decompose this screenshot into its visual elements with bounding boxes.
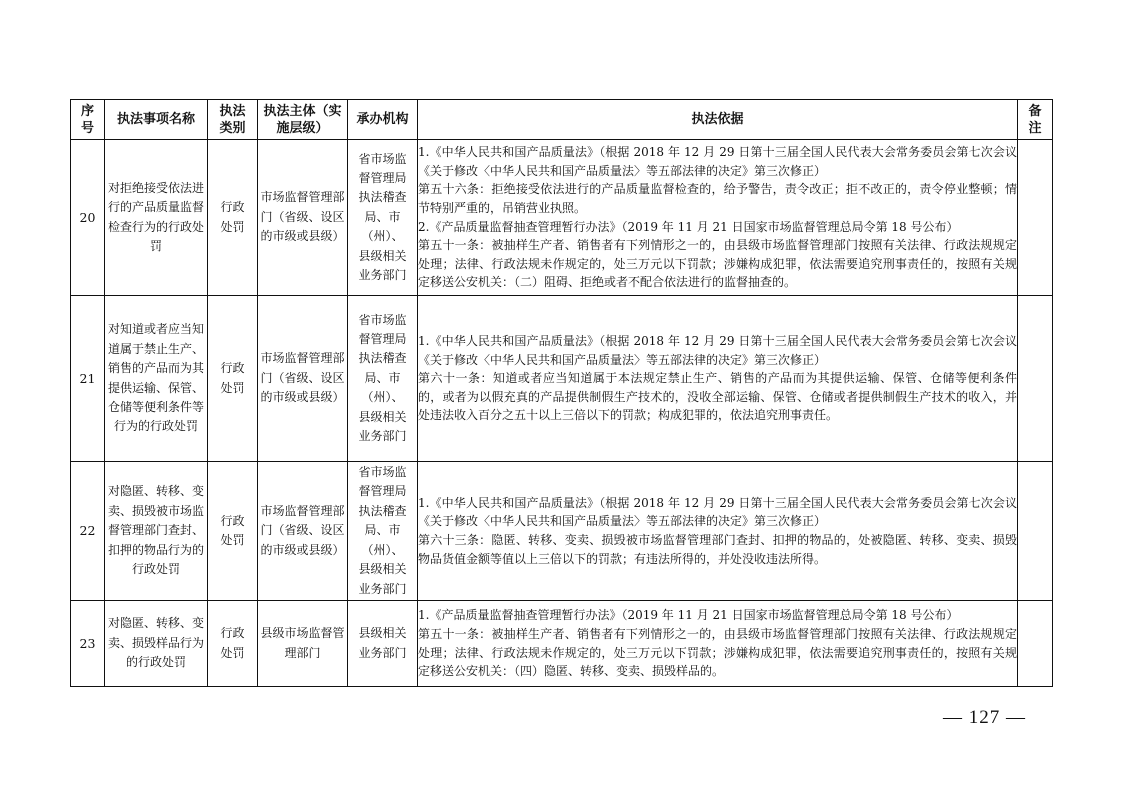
row-item-name: 对拒绝接受依法进行的产品质量监督检查行为的行政处罚 bbox=[105, 140, 208, 296]
basis-paragraph: 第五十一条：被抽样生产者、销售者有下列情形之一的，由县级市场监督管理部门按照有关法律、行政法规规定处理；法律、行政法规未作规定的，处三万元以下罚款；涉嫌构成犯罪，依法需要追究刑事责任的，按照有关规定移送公安机关：（四）隐匿、转移、变卖、损毁样品的。 bbox=[418, 626, 1017, 679]
table-row bbox=[71, 601, 1053, 687]
row-subject: 市场监督管理部门（省级、设区的市级或县级） bbox=[258, 296, 348, 462]
row-org: 省市场监督管理局执法稽查局、市（州）、县级相关业务部门 bbox=[348, 296, 418, 462]
row-basis bbox=[418, 601, 1018, 687]
row-remark bbox=[1018, 296, 1053, 462]
header-org: 承办机构 bbox=[348, 100, 418, 140]
header-item-name: 执法事项名称 bbox=[105, 100, 208, 140]
table-row bbox=[71, 140, 1053, 296]
row-seq: 20 bbox=[71, 140, 105, 296]
header-subject: 执法主体（实施层级） bbox=[258, 100, 348, 140]
basis-paragraph: 1.《中华人民共和国产品质量法》（根据 2018 年 12 月 29 日第十三届全国人民代表大会常务委员会第七次会议《关于修改〈中华人民共和国产品质量法〉等五部法律的决定》第三次修正） bbox=[418, 145, 1017, 178]
row-category: 行政处罚 bbox=[208, 140, 258, 296]
enforcement-table bbox=[70, 99, 1053, 687]
basis-paragraph: 1.《产品质量监督抽查管理暂行办法》（2019 年 11 月 21 日国家市场监督管理总局令第 18 号公布） bbox=[418, 608, 959, 623]
basis-paragraph: 第五十六条：拒绝接受依法进行的产品质量监督检查的，给予警告，责令改正；拒不改正的，责令停业整顿；情节特别严重的，吊销营业执照。 bbox=[418, 182, 1017, 215]
row-org: 县级相关业务部门 bbox=[348, 601, 418, 687]
table-row bbox=[71, 462, 1053, 601]
basis-paragraph: 第六十三条：隐匿、转移、变卖、损毁被市场监督管理部门查封、扣押的物品的，处被隐匿、转移、变卖、损毁物品货值金额等值以上三倍以下的罚款；有违法所得的，并处没收违法所得。 bbox=[418, 533, 1017, 566]
row-basis bbox=[418, 140, 1018, 296]
row-category: 行政处罚 bbox=[208, 601, 258, 687]
header-basis: 执法依据 bbox=[418, 100, 1018, 140]
basis-paragraph: 1.《中华人民共和国产品质量法》（根据 2018 年 12 月 29 日第十三届全国人民代表大会常务委员会第七次会议《关于修改〈中华人民共和国产品质量法〉等五部法律的决定》第三次修正） bbox=[418, 334, 1017, 367]
row-seq: 22 bbox=[71, 462, 105, 601]
table-row bbox=[71, 296, 1053, 462]
row-remark bbox=[1018, 140, 1053, 296]
basis-paragraph: 1.《中华人民共和国产品质量法》（根据 2018 年 12 月 29 日第十三届全国人民代表大会常务委员会第七次会议《关于修改〈中华人民共和国产品质量法〉等五部法律的决定》第三次修正） bbox=[418, 495, 1017, 529]
row-org: 省市场监督管理局执法稽查局、市（州）、县级相关业务部门 bbox=[348, 462, 418, 601]
row-org: 省市场监督管理局执法稽查局、市（州）、县级相关业务部门 bbox=[348, 140, 418, 296]
row-subject: 县级市场监督管理部门 bbox=[258, 601, 348, 687]
row-item-name: 对知道或者应当知道属于禁止生产、销售的产品而为其提供运输、保管、仓储等便利条件等行为的行政处罚 bbox=[105, 296, 208, 462]
header-remark: 备注 bbox=[1018, 100, 1053, 140]
row-remark bbox=[1018, 462, 1053, 601]
row-basis bbox=[418, 296, 1018, 462]
row-category: 行政处罚 bbox=[208, 462, 258, 601]
row-category: 行政处罚 bbox=[208, 296, 258, 462]
row-seq: 23 bbox=[71, 601, 105, 687]
row-seq: 21 bbox=[71, 296, 105, 462]
page-number: — 127 — bbox=[943, 707, 1026, 728]
row-item-name: 对隐匿、转移、变卖、损毁被市场监督管理部门查封、扣押的物品行为的行政处罚 bbox=[105, 462, 208, 601]
row-remark bbox=[1018, 601, 1053, 687]
row-subject: 市场监督管理部门（省级、设区的市级或县级） bbox=[258, 462, 348, 601]
row-basis bbox=[418, 462, 1018, 601]
row-item-name: 对隐匿、转移、变卖、损毁样品行为的行政处罚 bbox=[105, 601, 208, 687]
header-seq: 序号 bbox=[71, 100, 105, 140]
row-subject: 市场监督管理部门（省级、设区的市级或县级） bbox=[258, 140, 348, 296]
basis-paragraph: 2.《产品质量监督抽查管理暂行办法》（2019 年 11 月 21 日国家市场监督管理总局令第 18 号公布） bbox=[418, 219, 959, 234]
basis-paragraph: 第五十一条：被抽样生产者、销售者有下列情形之一的，由县级市场监督管理部门按照有关法律、行政法规规定处理；法律、行政法规未作规定的，处三万元以下罚款；涉嫌构成犯罪，依法需要追究刑事责任的，按照有关规定移送公安机关：（二）阻碍、拒绝或者不配合依法进行的监督抽查的。 bbox=[418, 238, 1017, 290]
header-category: 执法类别 bbox=[208, 100, 258, 140]
basis-paragraph: 第六十一条：知道或者应当知道属于本法规定禁止生产、销售的产品而为其提供运输、保管、仓储等便利条件的，或者为以假充真的产品提供制假生产技术的，没收全部运输、保管、仓储或者提供制假生产技术的收入，并处违法收入百分之五十以上三倍以下的罚款；构成犯罪的，依法追究刑事责任。 bbox=[418, 371, 1017, 423]
table-header-row bbox=[71, 100, 1053, 140]
